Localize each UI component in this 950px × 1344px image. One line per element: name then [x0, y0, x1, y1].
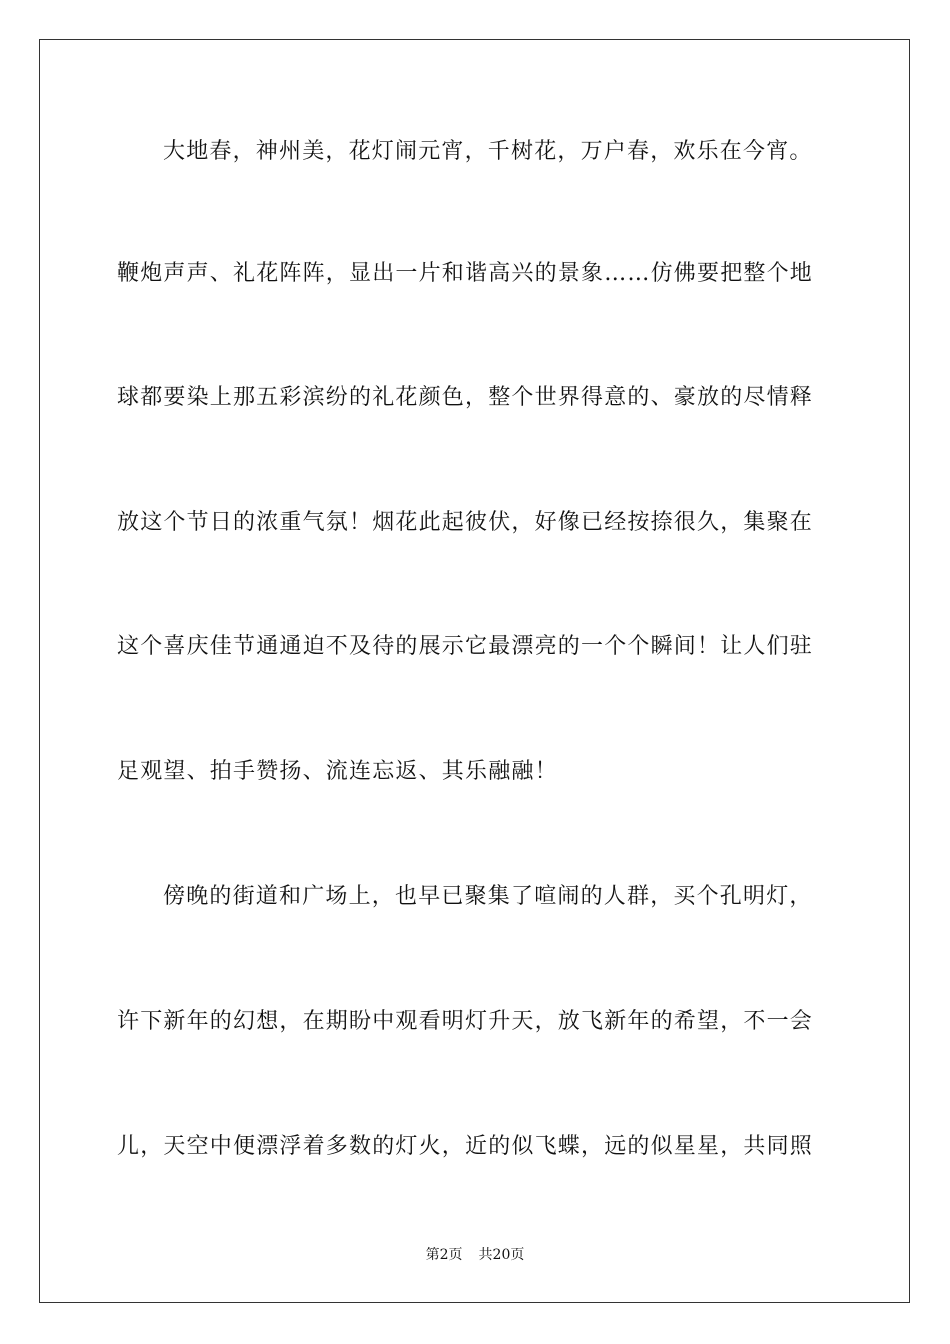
paragraph-line-7: 傍晚的街道和广场上，也早已聚集了喧闹的人群，买个孔明灯，: [163, 884, 813, 909]
page-total: 共20页: [478, 1247, 525, 1263]
paragraph-line-1: 大地春，神州美，花灯闹元宵，千树花，万户春，欢乐在今宵。: [163, 139, 813, 164]
paragraph-line-4: 放这个节日的浓重气氛！烟花此起彼伏，好像已经按捺很久，集聚在: [117, 510, 814, 535]
paragraph-line-2: 鞭炮声声、礼花阵阵，显出一片和谐高兴的景象……仿佛要把整个地: [117, 261, 814, 286]
paragraph-line-5: 这个喜庆佳节通通迫不及待的展示它最漂亮的一个个瞬间！让人们驻: [117, 634, 814, 659]
page-number: 第2页: [425, 1247, 463, 1263]
paragraph-line-6: 足观望、拍手赞扬、流连忘返、其乐融融！: [117, 759, 558, 784]
paragraph-line-9: 儿，天空中便漂浮着多数的灯火，近的似飞蝶，远的似星星，共同照: [117, 1134, 814, 1159]
page-footer: [0, 1246, 950, 1264]
page-frame: [39, 39, 910, 1303]
paragraph-line-3: 球都要染上那五彩滨纷的礼花颜色，整个世界得意的、豪放的尽情释: [117, 385, 814, 410]
paragraph-line-8: 许下新年的幻想，在期盼中观看明灯升天，放飞新年的希望，不一会: [117, 1009, 814, 1034]
